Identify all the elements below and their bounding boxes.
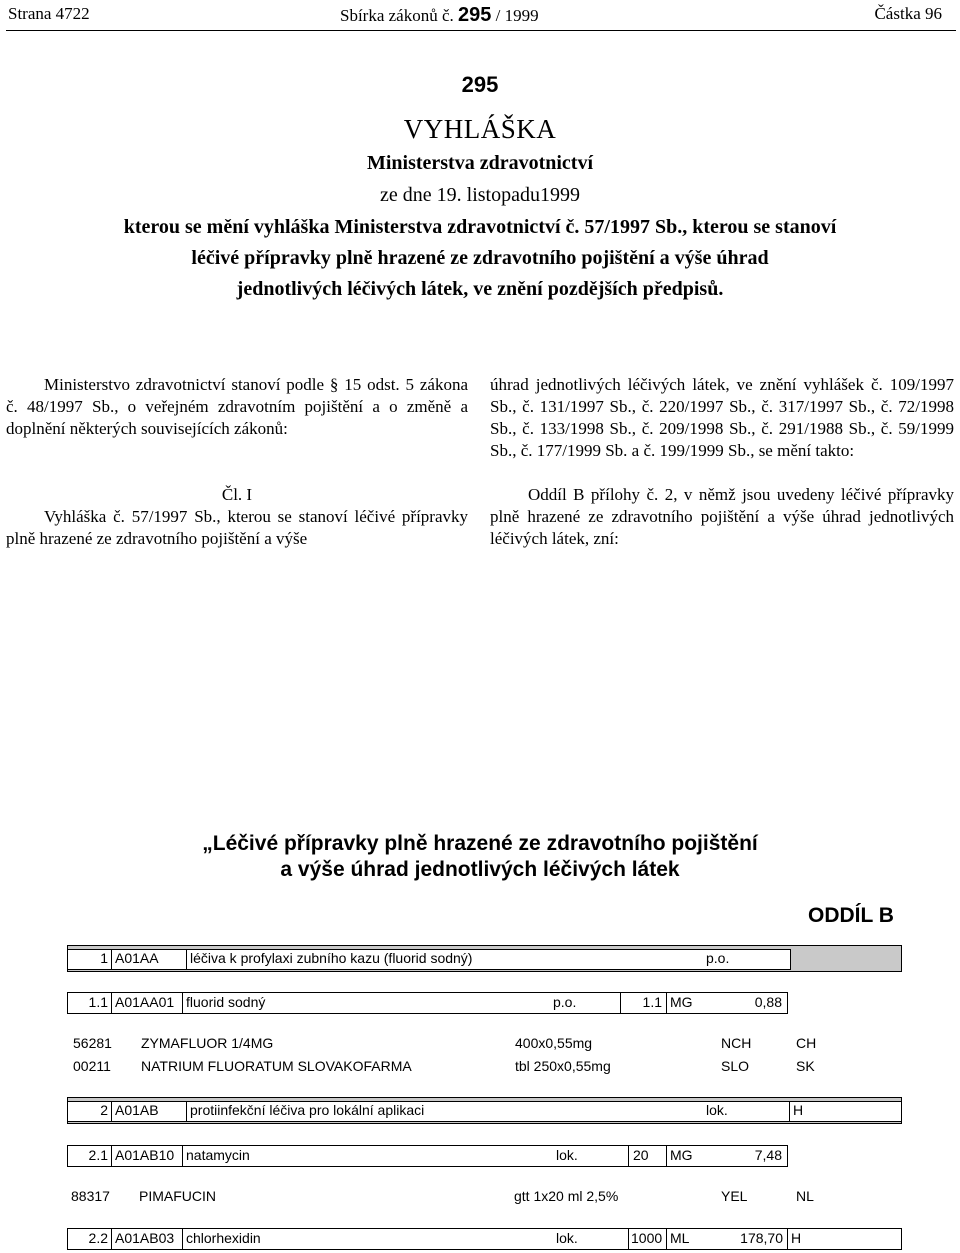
route: lok.: [556, 1147, 578, 1163]
substance-name: chlorhexidin: [186, 1230, 261, 1246]
reimbursement: 7,48: [754, 1147, 782, 1163]
product-form: gtt 1x20 ml 2,5%: [514, 1188, 619, 1204]
section-heading: ODDÍL B: [808, 904, 894, 927]
substance-name: natamycin: [186, 1147, 250, 1163]
manufacturer: YEL: [721, 1188, 748, 1204]
part-number: Částka 96: [874, 4, 942, 23]
country: SK: [796, 1058, 815, 1074]
manufacturer: SLO: [721, 1058, 750, 1074]
atc-code: A01AB10: [115, 1147, 175, 1163]
product-code: 56281: [73, 1035, 112, 1051]
annex-title-line-2: a výše úhrad jednotlivých léčivých látek: [280, 858, 680, 881]
annex-paragraph: Oddíl B přílohy č. 2, v němž jsou uvedeny léčivé přípravky plně hrazené ze zdravotního pojištění a výše úhrad jednotlivých léčivých látek, zní:: [490, 485, 954, 548]
group-name: léčiva k profylaxi zubního kazu (fluorid sodný): [190, 950, 473, 966]
dose-unit: MG: [670, 994, 693, 1010]
journal-year: / 1999: [495, 6, 539, 25]
dose-unit: MG: [670, 1147, 693, 1163]
route: p.o.: [706, 950, 730, 966]
product-name: PIMAFUCIN: [139, 1188, 216, 1204]
dose-unit: ML: [670, 1230, 690, 1246]
reimbursement-flag: H: [791, 1230, 802, 1246]
group-name: protiinfekční léčiva pro lokální aplikaci: [190, 1102, 425, 1118]
substance-number: 2.2: [88, 1230, 108, 1246]
atc-code: A01AB03: [115, 1230, 175, 1246]
decree-kind: VYHLÁŠKA: [403, 114, 557, 144]
amendments-paragraph: úhrad jednotlivých léčivých látek, ve znění vyhlášek č. 109/1997 Sb., č. 131/1997 Sb., č. 220/1997 Sb., č. 317/1997 Sb., č. 72/1998 Sb., č. 133/1998 Sb., č. 209/1998 Sb., č. 291/1988 Sb., č. 59/1999 Sb., č. 177/1999 Sb. a č. 199/1999 Sb., se mění takto:: [490, 375, 954, 460]
atc-code: A01AB: [115, 1102, 159, 1118]
route: lok.: [556, 1230, 578, 1246]
journal-name: Sbírka zákonů č.: [340, 6, 454, 25]
substance-name: fluorid sodný: [186, 994, 266, 1010]
defined-dose: 20: [633, 1147, 649, 1163]
defined-dose: 1.1: [642, 994, 662, 1010]
header-rule: [6, 30, 956, 31]
product-code: 00211: [73, 1058, 111, 1074]
product-form: tbl 250x0,55mg: [515, 1058, 611, 1074]
country: CH: [796, 1035, 817, 1051]
reimbursement: 178,70: [740, 1230, 783, 1246]
annex-title-line-1: „Léčivé přípravky plně hrazené ze zdravotního pojištění: [202, 832, 758, 855]
atc-code: A01AA: [115, 950, 159, 966]
substance-number: 1.1: [88, 994, 108, 1010]
reimbursement-flag: H: [793, 1102, 804, 1118]
ministry-name: Ministerstva zdravotnictví: [366, 152, 594, 174]
page-number: Strana 4722: [8, 4, 90, 23]
group-number: 1: [100, 950, 108, 966]
article-body: Vyhláška č. 57/1997 Sb., kterou se stanoví léčivé přípravky plně hrazené ze zdravotního pojištění a výše: [6, 507, 468, 548]
product-name: ZYMAFLUOR 1/4MG: [141, 1035, 274, 1051]
decree-subject-line-1: kterou se mění vyhláška Ministerstva zdravotnictví č. 57/1997 Sb., kterou se stanoví: [123, 216, 837, 238]
decree-subject-line-2: léčivé přípravky plně hrazené ze zdravotního pojištění a výše úhrad: [191, 247, 769, 269]
intro-paragraph: Ministerstvo zdravotnictví stanoví podle § 15 odst. 5 zákona č. 48/1997 Sb., o veřejném zdravotním pojištění a o změně a doplnění některých souvisejících zákonů:: [6, 375, 468, 438]
defined-dose: 1000: [631, 1230, 663, 1246]
article-heading: Čl. I: [221, 485, 253, 504]
decree-subject-line-3: jednotlivých léčivých látek, ve znění pozdějších předpisů.: [236, 278, 724, 300]
route: lok.: [706, 1102, 728, 1118]
route: p.o.: [553, 994, 577, 1010]
substance-number: 2.1: [88, 1147, 108, 1163]
decree-date: ze dne 19. listopadu1999: [380, 184, 580, 206]
manufacturer: NCH: [721, 1035, 752, 1051]
right-column: [490, 374, 954, 550]
product-name: NATRIUM FLUORATUM SLOVAKOFARMA: [141, 1058, 412, 1074]
journal-issue-number: 295: [458, 4, 492, 26]
journal-reference: [340, 4, 539, 27]
product-code: 88317: [71, 1188, 110, 1204]
country: NL: [796, 1188, 814, 1204]
atc-code: A01AA01: [115, 994, 175, 1010]
group-number: 2: [100, 1102, 108, 1118]
left-column: [6, 374, 468, 550]
reimbursement: 0,88: [754, 994, 782, 1010]
product-form: 400x0,55mg: [515, 1035, 593, 1051]
decree-number: 295: [461, 72, 499, 97]
